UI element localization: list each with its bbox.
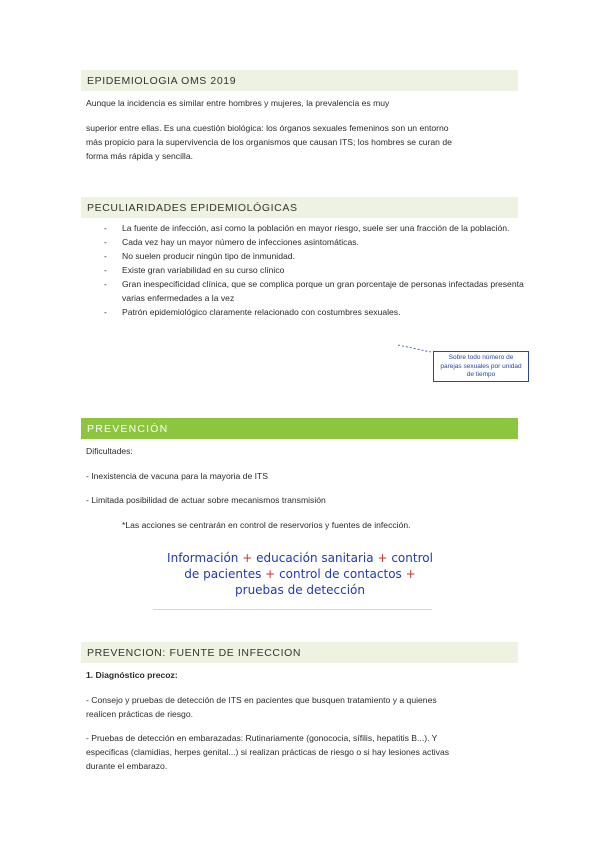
fuente-paragraph-2-line-2: especificas (clamidias, herpes genital...) si realizan prácticas de riesgo o si hay lesiones activas (86, 747, 450, 757)
epi-paragraph-2-line-2: más propicio para la supervivencia de los organismos que causan ITS; los hombres se curan de (86, 137, 452, 147)
hand-text: educación sanitaria (256, 551, 374, 565)
annotation-line-3: de tiempo (466, 371, 496, 378)
plus-sign: + (242, 551, 253, 565)
list-item: - Gran inespecificidad clínica, que se complica porque un gran porcentaje de personas infectadas presenta varias enfermedades a la vez (104, 277, 524, 305)
section-header-epidemiologia: EPIDEMIOLOGIA OMS 2019 (81, 70, 518, 91)
list-item: - Patrón epidemiológico claramente relacionado con costumbres sexuales. (104, 305, 524, 319)
plus-sign: + (265, 567, 276, 581)
annotation-note (433, 351, 529, 382)
plus-sign: + (405, 567, 416, 581)
fuente-paragraph-2-line-1: - Pruebas de detección en embarazadas: Rutinariamente (gonococia, sífilis, hepatitis B...). Y (86, 733, 438, 743)
fuente-paragraph-2-line-3: durante el embarazo. (86, 761, 168, 771)
section-header-fuente-infeccion: PREVENCION: FUENTE DE INFECCION (81, 642, 518, 663)
annotation-line-1: Sobre todo número de (448, 354, 514, 361)
hand-text: control (391, 551, 433, 565)
dificultad-1: - Inexistencia de vacuna para la mayoria de ITS (86, 471, 268, 481)
annotation-line-2: parejas sexuales por unidad (440, 362, 522, 370)
fuente-paragraph-1-line-2: realicen prácticas de riesgo. (86, 709, 193, 719)
diagnostico-precoz-heading: 1. Diagnóstico precoz: (86, 670, 178, 680)
dificultades-label: Dificultades: (86, 446, 133, 456)
annotation-connector (397, 344, 433, 354)
hand-text: control de contactos (279, 567, 402, 581)
divider (153, 609, 432, 610)
hand-text: pruebas de detección (235, 583, 365, 597)
list-item: - No suelen producir ningún tipo de inmunidad. (104, 249, 524, 263)
peculiaridades-list (104, 221, 524, 319)
handwritten-line-2 (130, 566, 470, 582)
list-item: - Cada vez hay un mayor número de infecciones asintomáticas. (104, 235, 524, 249)
section-header-prevencion: PREVENCIÓN (81, 418, 518, 439)
handwritten-line-1 (130, 550, 470, 566)
acciones-note: *Las acciones se centrarán en control de reservorios y fuentes de infección. (122, 520, 411, 530)
list-item: - Existe gran variabilidad en su curso clínico (104, 263, 524, 277)
dificultad-2: - Limitada posibilidad de actuar sobre mecanismos transmisión (86, 495, 326, 505)
epi-paragraph-1: Aunque la incidencia es similar entre hombres y mujeres, la prevalencia es muy (86, 98, 390, 108)
section-header-peculiaridades: PECULIARIDADES EPIDEMIOLÓGICAS (81, 197, 518, 218)
hand-text: Información (167, 551, 239, 565)
plus-sign: + (377, 551, 388, 565)
epi-paragraph-2-line-1: superior entre ellas. Es una cuestión biológica: los órganos sexuales femeninos son un entorno (86, 123, 449, 133)
handwritten-line-3 (130, 582, 470, 598)
fuente-paragraph-1-line-1: - Consejo y pruebas de detección de ITS en pacientes que busquen tratamiento y a quienes (86, 695, 437, 705)
list-item: - La fuente de infección, así como la población en mayor riesgo, suele ser una fracción de la población. (104, 221, 524, 235)
hand-text: de pacientes (184, 567, 262, 581)
epi-paragraph-2-line-3: forma más rápida y sencilla. (86, 151, 193, 161)
